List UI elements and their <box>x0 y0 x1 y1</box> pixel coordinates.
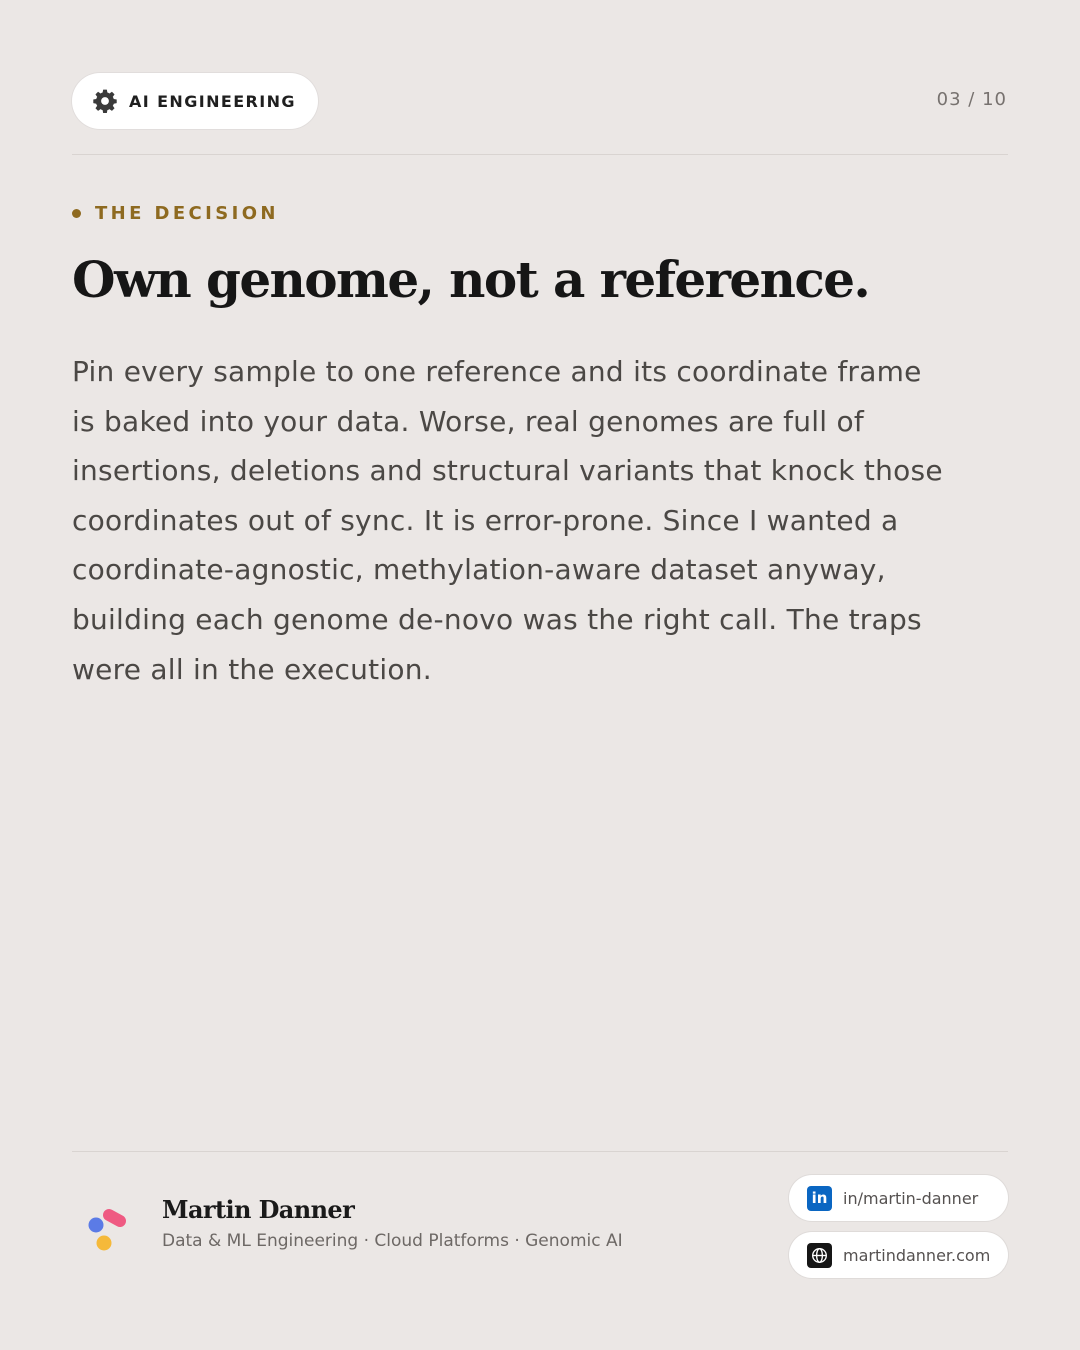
linkedin-handle: in/martin-danner <box>843 1188 979 1208</box>
body-line: insertions, deletions and structural variants that knock those <box>72 454 943 488</box>
author-tagline: Data & ML Engineering · Cloud Platforms · Genomic AI <box>162 1231 623 1251</box>
body-paragraph <box>72 347 1002 694</box>
globe-icon <box>807 1243 832 1268</box>
logo-icon <box>86 1203 138 1255</box>
linkedin-link[interactable] <box>789 1175 1008 1221</box>
page-counter: 03 / 10 <box>936 89 1007 110</box>
eyebrow-label: THE DECISION <box>95 203 279 224</box>
body-line: were all in the execution. <box>72 652 432 686</box>
body-line: Pin every sample to one reference and its coordinate frame <box>72 355 922 388</box>
gear-icon <box>92 88 118 114</box>
topic-pill[interactable] <box>72 73 318 129</box>
body-line: coordinate-agnostic, methylation-aware dataset anyway, <box>72 553 886 587</box>
headline: Own genome, not a reference. <box>72 250 870 309</box>
footer-divider <box>72 1151 1008 1152</box>
header-divider <box>72 154 1008 155</box>
eyebrow-dot <box>72 209 81 218</box>
website-link[interactable] <box>789 1232 1008 1278</box>
body-line: building each genome de-novo was the right call. The traps <box>72 602 922 636</box>
website-url: martindanner.com <box>843 1245 991 1265</box>
linkedin-icon: in <box>807 1186 832 1211</box>
section-eyebrow <box>72 203 279 224</box>
author-name: Martin Danner <box>162 1195 355 1224</box>
body-line: coordinates out of sync. It is error-prone. Since I wanted a <box>72 503 899 537</box>
topic-label: AI ENGINEERING <box>129 91 296 111</box>
body-line: is baked into your data. Worse, real genomes are full of <box>72 404 864 438</box>
